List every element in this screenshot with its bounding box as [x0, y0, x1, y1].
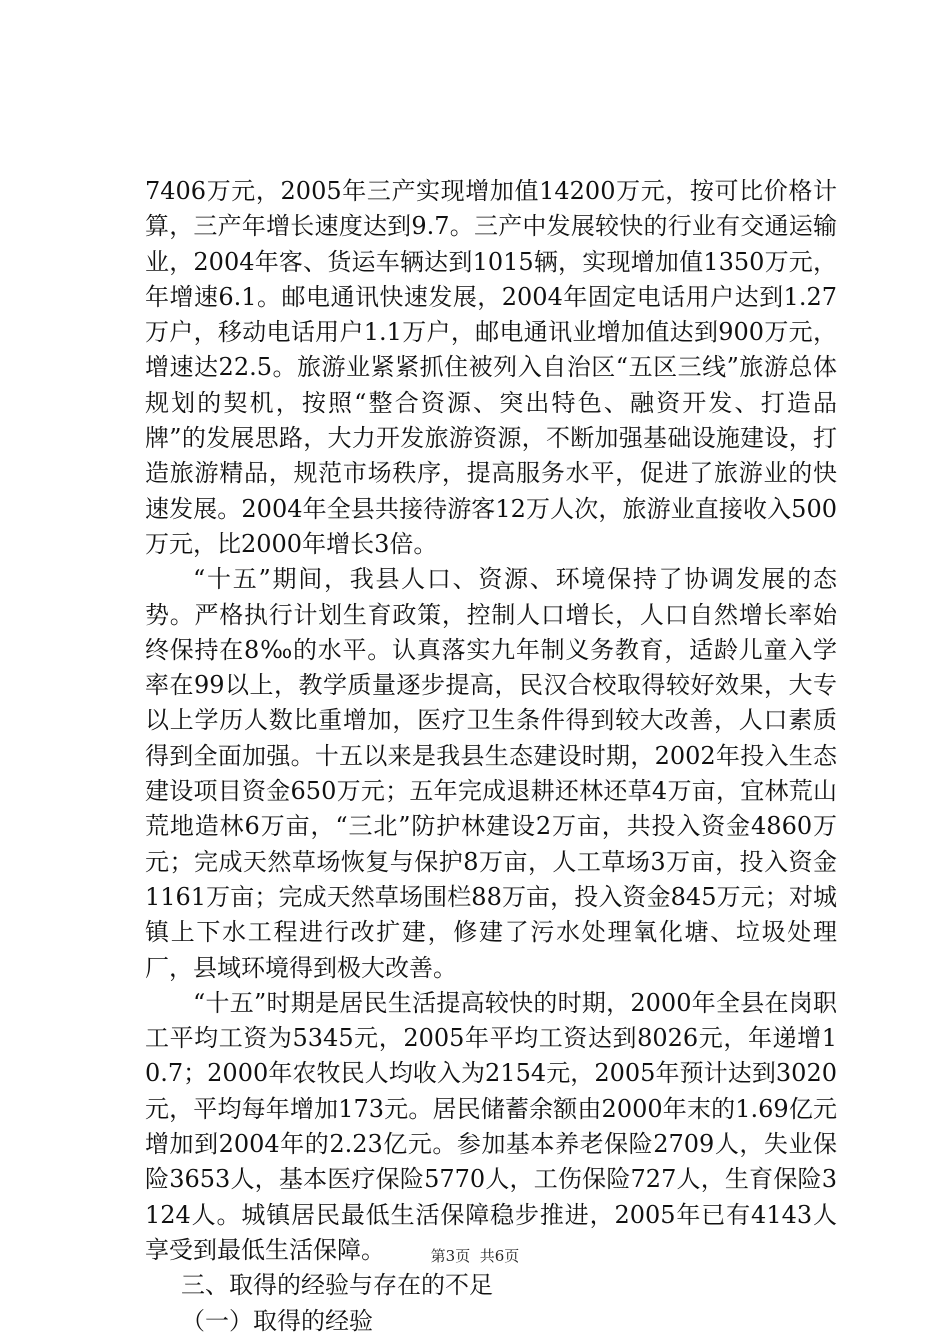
- subsection-heading: （一）取得的经验: [181, 1306, 373, 1335]
- section-heading: 三、取得的经验与存在的不足: [181, 1271, 493, 1300]
- document-body: [145, 174, 837, 1339]
- paragraph-living-standards: “十五”时期是居民生活提高较快的时期，2000年全县在岗职工平均工资为5345元，2005年平均工资达到8026元，年递增10.7；2000年农牧民人均收入为2154元，2005年预计达到3020元，平均每年增加173元。居民储蓄余额由2000年末的1.69亿元增加到2004年的2.23亿元。参加基本养老保险2709人，失业保险3653人，基本医疗保险5770人，工伤保险727人，生育保险3124人。城镇居民最低生活保障稳步推进，2005年已有4143人享受到最低生活保障。: [145, 988, 837, 1264]
- page-total: 共6页: [479, 1247, 520, 1265]
- page-number: 第3页: [430, 1247, 471, 1265]
- page-footer: [0, 1245, 950, 1266]
- paragraph-tertiary-industry: 7406万元，2005年三产实现增加值14200万元，按可比价格计算，三产年增长速度达到9.7。三产中发展较快的行业有交通运输业，2004年客、货运车辆达到1015辆，实现增加值1350万元，年增速6.1。邮电通讯快速发展，2004年固定电话用户达到1.27万户，移动电话用户1.1万户，邮电通讯业增加值达到900万元，增速达22.5。旅游业紧紧抓住被列入自治区“五区三线”旅游总体规划的契机，按照“整合资源、突出特色、融资开发、打造品牌”的发展思路，大力开发旅游资源，不断加强基础设施建设，打造旅游精品，规范市场秩序，提高服务水平，促进了旅游业的快速发展。2004年全县共接待游客12万人次，旅游业直接收入500万元，比2000年增长3倍。: [145, 177, 837, 558]
- paragraph-population-environment: “十五”期间，我县人口、资源、环境保持了协调发展的态势。严格执行计划生育政策，控制人口增长，人口自然增长率始终保持在8‰的水平。认真落实九年制义务教育，适龄儿童入学率在99以上，教学质量逐步提高，民汉合校取得较好效果，大专以上学历人数比重增加，医疗卫生条件得到较大改善，人口素质得到全面加强。十五以来是我县生态建设时期，2002年投入生态建设项目资金650万元；五年完成退耕还林还草4万亩，宜林荒山荒地造林6万亩，“三北”防护林建设2万亩，共投入资金4860万元；完成天然草场恢复与保护8万亩，人工草场3万亩，投入资金1161万亩；完成天然草场围栏88万亩，投入资金845万元；对城镇上下水工程进行改扩建，修建了污水处理氧化塘、垃圾处理厂，县域环境得到极大改善。: [145, 565, 837, 982]
